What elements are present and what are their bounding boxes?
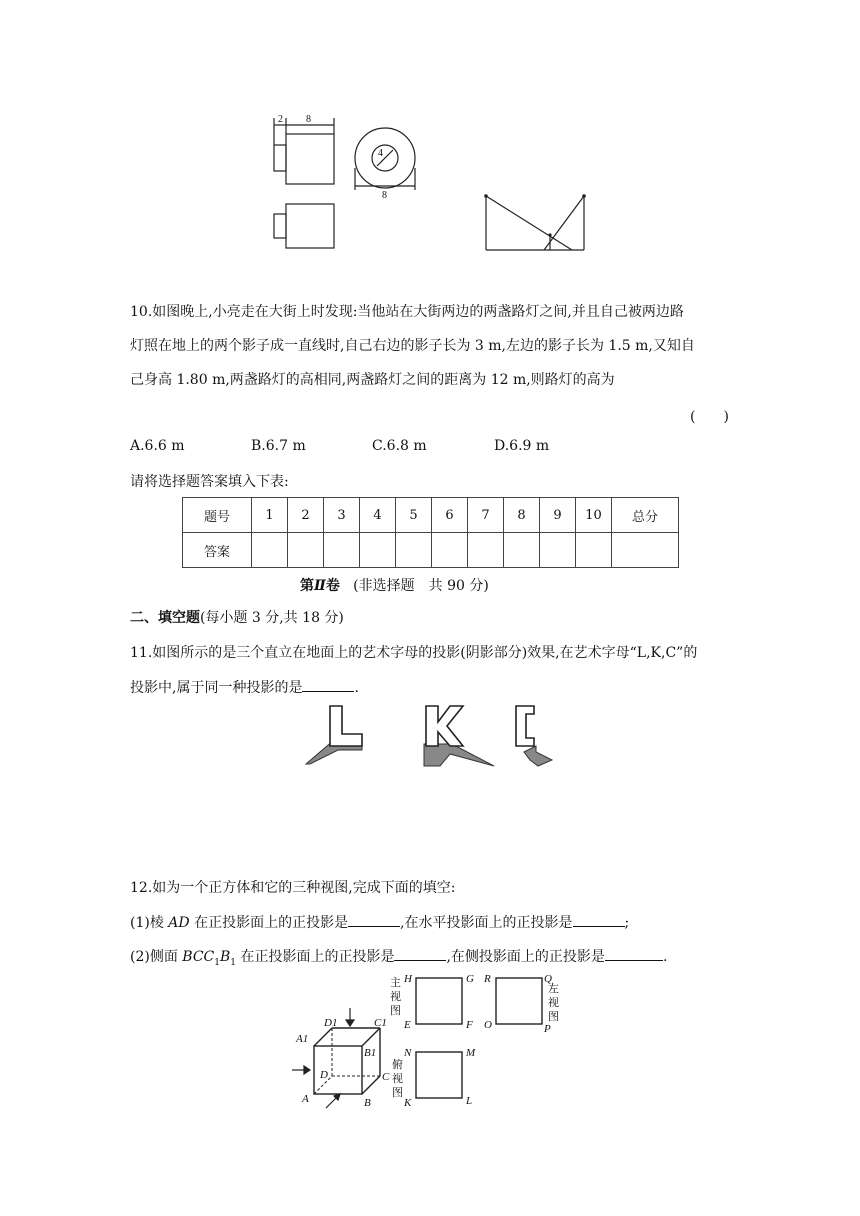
table-cell-number: 1: [252, 498, 288, 533]
q12-p2-sub2: 1: [230, 957, 237, 968]
q12-part-1: [130, 912, 629, 933]
table-cell-number: 8: [504, 498, 540, 533]
left-view-label-2: 视: [548, 997, 559, 1009]
q12-p2-a: (2)侧面: [130, 949, 183, 965]
table-cell-number: 10: [576, 498, 612, 533]
answer-cell[interactable]: [432, 533, 468, 568]
table-header-answer: 答案: [183, 533, 252, 568]
q12-p1-a: (1)棱: [130, 915, 169, 931]
vertex-label-n: N: [404, 1047, 412, 1059]
vertex-label-o: O: [484, 1019, 492, 1031]
vertex-label-d1: D1: [324, 1017, 338, 1029]
section2-heading: [130, 608, 344, 628]
vertex-label-c: C: [382, 1071, 390, 1083]
vertex-label-p: P: [544, 1023, 551, 1035]
q12-blank-1[interactable]: [348, 912, 400, 927]
vertex-label-r: R: [484, 973, 491, 985]
answer-cell[interactable]: [288, 533, 324, 568]
q9-three-views-figure: [260, 108, 440, 258]
answer-cell[interactable]: [468, 533, 504, 568]
q10-option-b: B.6.7 m: [251, 438, 306, 454]
q11-line-1: 11.如图所示的是三个直立在地面上的艺术字母的投影(阴影部分)效果,在艺术字母“L,K,C”的: [130, 645, 698, 661]
q10-option-d: D.6.9 m: [494, 438, 550, 454]
front-view-label-2: 视: [390, 991, 401, 1003]
answer-cell[interactable]: [252, 533, 288, 568]
q12-p2-sub1: 1: [214, 957, 220, 968]
answer-cell[interactable]: [576, 533, 612, 568]
vertex-label-a: A: [302, 1093, 309, 1105]
q10-answer-paren: ( ): [690, 409, 729, 425]
section2-title: 二、填空题: [130, 610, 200, 626]
q10-option-a: A.6.6 m: [130, 438, 185, 454]
fig9-dim-8-bottom: 8: [382, 190, 387, 201]
answer-cell[interactable]: [540, 533, 576, 568]
table-cell-number: 7: [468, 498, 504, 533]
vertex-label-e: E: [404, 1019, 411, 1031]
vertex-label-g: G: [466, 973, 474, 985]
top-view-label-2: 视: [392, 1073, 403, 1085]
q10-option-c: C.6.8 m: [372, 438, 427, 454]
top-view-label-1: 俯: [392, 1059, 403, 1071]
vertex-label-q: Q: [544, 973, 552, 985]
vertex-label-f: F: [466, 1019, 473, 1031]
part2-title-roman: Ⅱ: [314, 578, 326, 594]
fig9-dim-8-top: 8: [306, 114, 311, 125]
fig9-dim-2: 2: [278, 114, 283, 125]
q12-p1-c: ,在水平投影面上的正投影是: [400, 915, 573, 931]
q12-p1-b: 在正投影面上的正投影是: [189, 915, 349, 931]
q12-p2-b1: B: [220, 949, 231, 965]
table-header-question-no: 题号: [183, 498, 252, 533]
left-view-label-1: 左: [548, 983, 559, 995]
part2-title-c: (非选择题 共 90 分): [353, 578, 489, 594]
vertex-label-k: K: [404, 1097, 412, 1109]
answer-cell[interactable]: [396, 533, 432, 568]
q10-line-1: 10.如图晚上,小亮走在大街上时发现:当他站在大街两边的两盏路灯之间,并且自己被两边路: [130, 304, 684, 320]
left-view-label-3: 图: [548, 1011, 559, 1023]
table-row: [183, 533, 679, 568]
vertex-label-b: B: [364, 1097, 371, 1109]
answer-table: [182, 497, 679, 568]
vertex-label-m: M: [466, 1047, 476, 1059]
q10-line-3: 己身高 1.80 m,两盏路灯的高相同,两盏路灯之间的距离为 12 m,则路灯的高为: [130, 372, 615, 388]
table-row: [183, 498, 679, 533]
table-intro: 请将选择题答案填入下表:: [130, 474, 289, 490]
q12-p1-d: ;: [624, 915, 630, 931]
q12-p2-face: BCC: [182, 949, 215, 965]
q11-line-2-text: 投影中,属于同一种投影的是: [130, 680, 303, 696]
q11-line-2-end: .: [354, 680, 359, 696]
vertex-label-h: H: [404, 973, 412, 985]
table-cell-number: 9: [540, 498, 576, 533]
q12-blank-2[interactable]: [573, 912, 625, 927]
table-header-total: 总分: [612, 498, 679, 533]
q12-cube-views-figure: [286, 966, 586, 1116]
q12-line-1: 12.如为一个正方体和它的三种视图,完成下面的填空:: [130, 880, 456, 896]
q12-blank-4[interactable]: [605, 946, 663, 961]
vertex-label-l: L: [466, 1095, 473, 1107]
part2-title-b: 卷: [325, 578, 340, 594]
table-cell-number: 2: [288, 498, 324, 533]
top-view-label-3: 图: [392, 1087, 403, 1099]
fig9-dim-4: 4: [378, 148, 383, 159]
table-cell-number: 4: [360, 498, 396, 533]
table-cell-number: 5: [396, 498, 432, 533]
vertex-label-b1: B1: [364, 1047, 377, 1059]
q11-letters-shadow-figure: [300, 700, 560, 772]
vertex-label-c1: C1: [374, 1017, 387, 1029]
part2-title: [300, 575, 489, 595]
part2-title-a: 第: [300, 578, 314, 594]
total-cell[interactable]: [612, 533, 679, 568]
front-view-label-1: 主: [390, 977, 401, 989]
front-view-label-3: 图: [390, 1005, 401, 1017]
answer-cell[interactable]: [360, 533, 396, 568]
q12-blank-3[interactable]: [394, 946, 446, 961]
q12-p2-e: .: [662, 949, 668, 965]
q12-p2-d: ,在侧投影面上的正投影是: [446, 949, 605, 965]
table-cell-number: 3: [324, 498, 360, 533]
vertex-label-a1: A1: [296, 1033, 309, 1045]
answer-cell[interactable]: [324, 533, 360, 568]
q11-line-2: [130, 677, 359, 698]
q11-answer-blank[interactable]: [302, 677, 354, 692]
answer-cell[interactable]: [504, 533, 540, 568]
q10-street-lamp-figure: [480, 190, 590, 254]
q12-p2-c: 在正投影面上的正投影是: [236, 949, 395, 965]
table-cell-number: 6: [432, 498, 468, 533]
q10-line-2: 灯照在地上的两个影子成一直线时,自己右边的影子长为 3 m,左边的影子长为 1.5 m,又知自: [130, 338, 695, 354]
vertex-label-d: D: [320, 1069, 328, 1081]
q12-p1-ad: AD: [168, 915, 190, 931]
section2-note: (每小题 3 分,共 18 分): [200, 610, 344, 626]
